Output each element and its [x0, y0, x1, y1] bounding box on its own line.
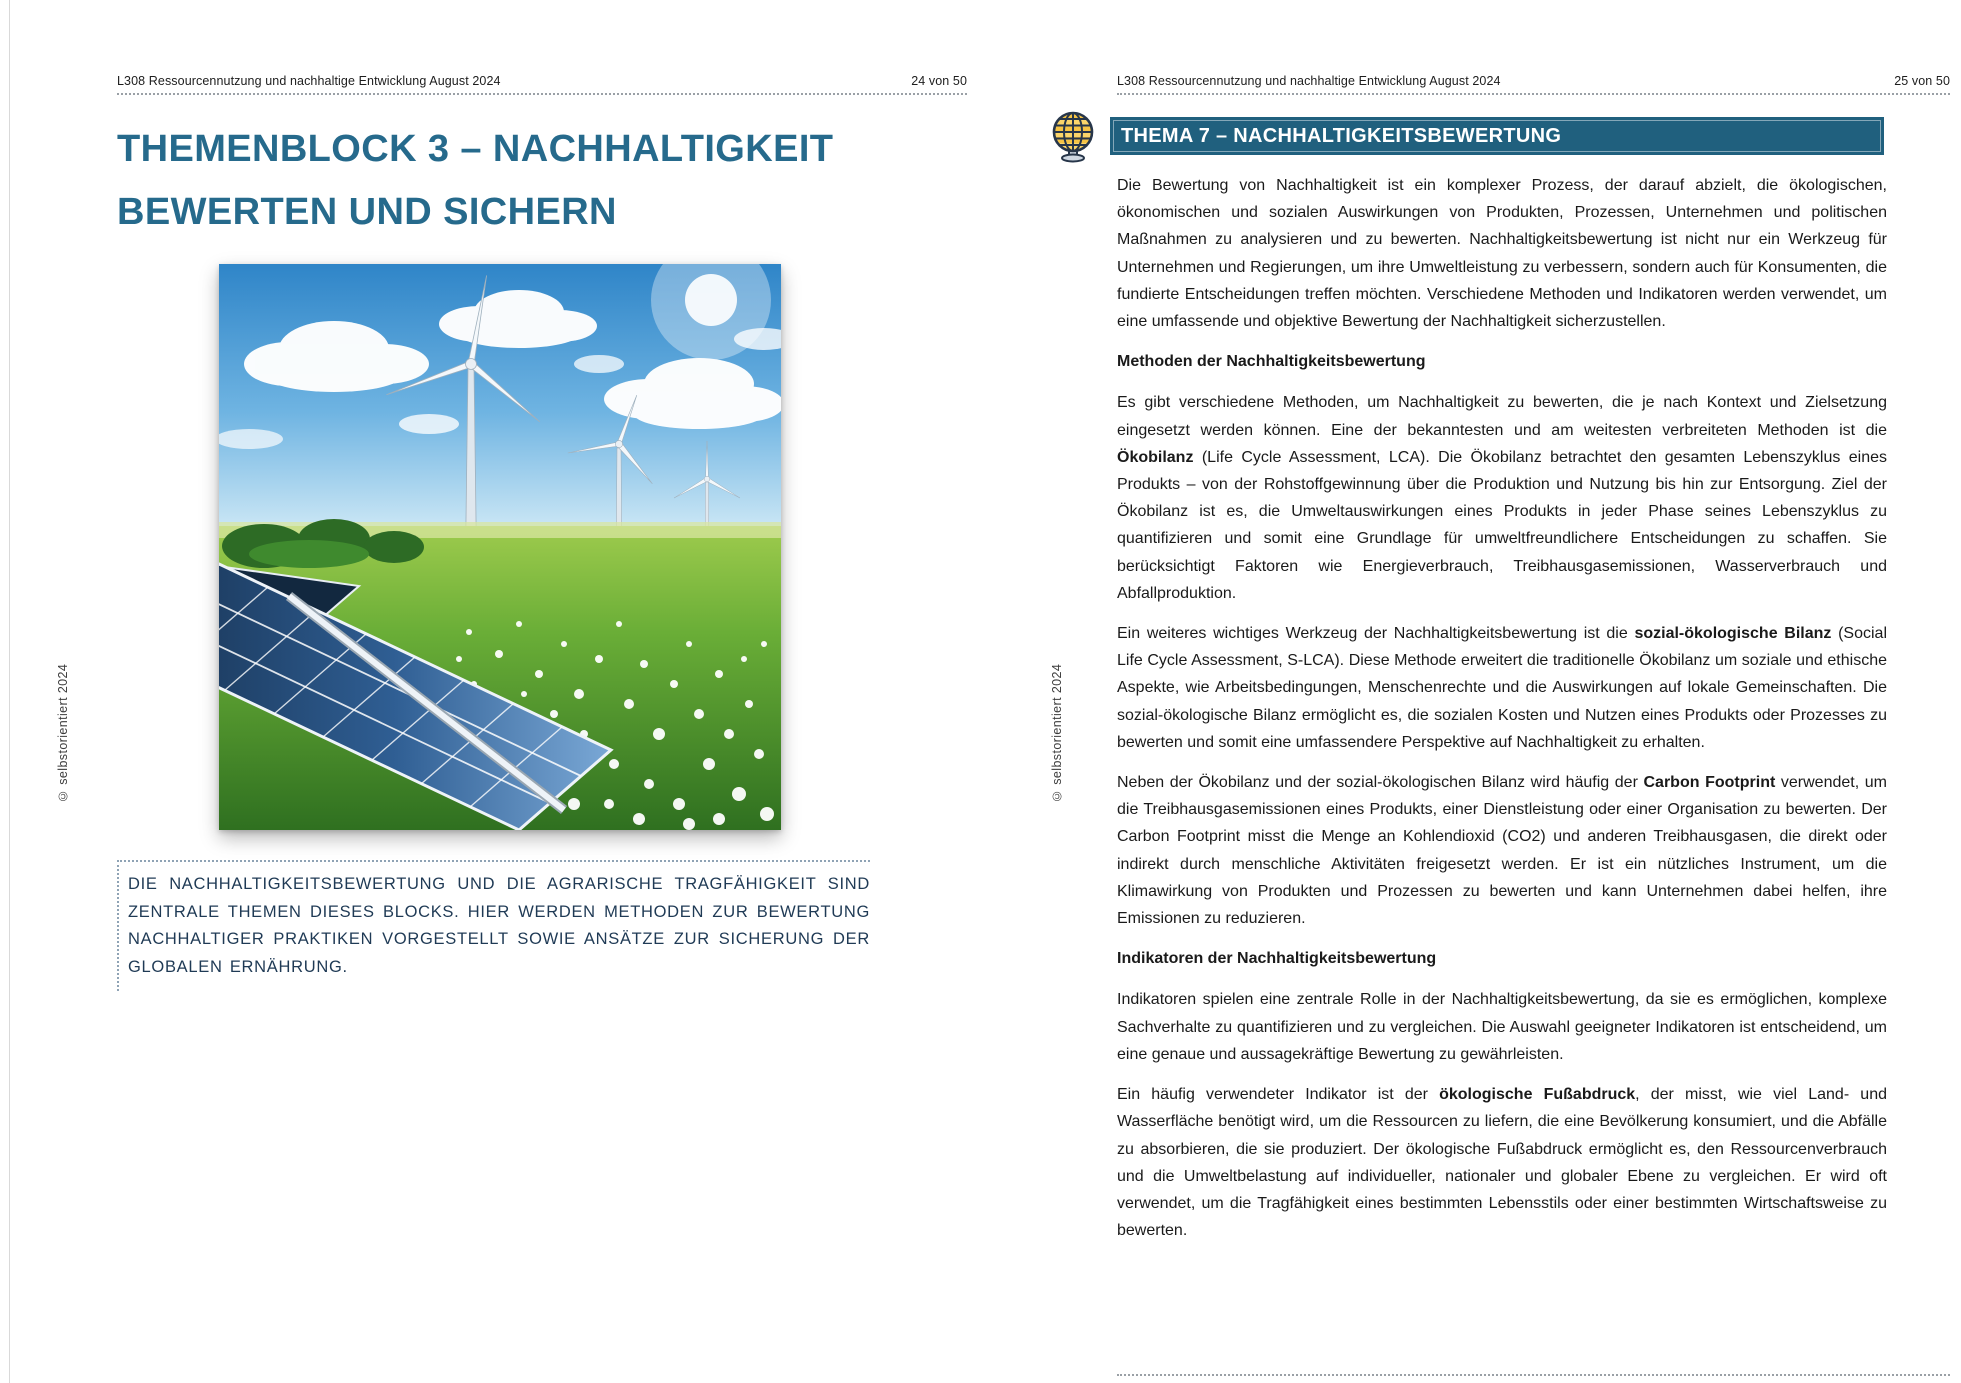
left-header-page-number: 24 von 50	[911, 74, 967, 88]
body-paragraph: Es gibt verschiedene Methoden, um Nachhaltigkeit zu bewerten, die je nach Kontext und Zielsetzung eingesetzt werden können. Eine der bekanntesten und am weitesten verbreiteten Methoden ist die Ökobilanz (Life Cycle Assessment, LCA). Die Ökobilanz betrachtet den gesamten Lebenszyklus eines Produkts – von der Rohstoffgewinnung über die Produktion und Nutzung bis hin zur Entsorgung. Ziel der Ökobilanz ist es, die Umweltauswirkungen eines Produkts in jeder Phase seines Lebenszyklus zu quantifizieren und somit eine Grundlage für umweltfreundlichere Entscheidungen zu schaffen. Sie berücksichtigt Faktoren wie Energieverbrauch, Treibhausgasemissionen, Wasserverbrauch und Abfallproduktion.	[1117, 394, 1887, 602]
sun	[685, 274, 737, 326]
left-page-callout: DIE NACHHALTIGKEITSBEWERTUNG UND DIE AGRARISCHE TRAGFÄHIGKEIT SIND ZENTRALE THEMEN DIESES BLOCKS. HIER WERDEN METHODEN ZUR BEWERTUNG NACHHALTIGER PRAKTIKEN VORGESTELLT SOWIE ANSÄTZE ZUR SICHERUNG DER GLOBALEN ERNÄHRUNG.	[117, 860, 870, 991]
left-page-header	[117, 64, 967, 95]
right-page-footer-line	[1117, 1374, 1950, 1376]
left-page-title-line1: THEMENBLOCK 3 – NACHHALTIGKEIT	[117, 128, 834, 170]
section-heading: Methoden der Nachhaltigkeitsbewertung	[1117, 353, 1426, 371]
right-page-body	[1117, 172, 1887, 1257]
hero-photo-illustration	[219, 264, 781, 830]
left-page-title-line2: BEWERTEN UND SICHERN	[117, 191, 617, 233]
copyright-left: © selbstorientiert 2024	[56, 663, 70, 803]
copyright-right: © selbstorientiert 2024	[1050, 663, 1064, 803]
section-title: THEMA 7 – NACHHALTIGKEITSBEWERTUNG	[1121, 124, 1562, 147]
right-header-page-number: 25 von 50	[1894, 74, 1950, 88]
body-paragraph: Ein weiteres wichtiges Werkzeug der Nachhaltigkeitsbewertung ist die sozial-ökologische Bilanz (Social Life Cycle Assessment, S-LCA). Diese Methode erweitert die traditionelle Ökobilanz um soziale und ethische Aspekte, wie Arbeitsbedingungen, Menschenrechte und die Auswirkungen auf lokale Gemeinschaften. Die sozial-ökologische Bilanz ermöglicht es, die sozialen Kosten und Nutzen eines Produkts oder Prozesses zu bewerten und somit eine umfassendere Perspektive auf Nachhaltigkeit zu erhalten.	[1117, 625, 1888, 751]
globe-icon	[1045, 106, 1103, 164]
left-header-doc-title: L308 Ressourcennutzung und nachhaltige Entwicklung August 2024	[117, 74, 501, 88]
page-edge-line	[9, 0, 10, 1383]
hero-photo	[219, 264, 781, 830]
section-title-bar	[1110, 117, 1884, 155]
left-page-title	[117, 118, 897, 244]
body-paragraph: Neben der Ökobilanz und der sozial-ökologischen Bilanz wird häufig der Carbon Footprint verwendet, um die Treibhausgasemissionen eines Produkts, einer Dienstleistung oder einer Organisation zu bewerten. Der Carbon Footprint misst die Menge an Kohlendioxid (CO2) und anderen Treibhausgasen, die direkt oder indirekt durch menschliche Aktivitäten freigesetzt werden. Er ist ein nützliches Instrument, um die Klimawirkung von Produkten und Prozessen zu bewerten und kann Unternehmen dabei helfen, ihre Emissionen zu reduzieren.	[1117, 774, 1887, 928]
body-paragraph: Ein häufig verwendeter Indikator ist der ökologische Fußabdruck, der misst, wie viel Land- und Wasserfläche benötigt wird, um die Ressourcen zu liefern, die eine Bevölkerung konsumiert, und die Abfälle zu absorbieren, die sie produziert. Der ökologische Fußabdruck ermöglicht es, den Ressourcenverbrauch und die Umweltbelastung auf individueller, nationaler und globaler Ebene zu vergleichen. Er wird oft verwendet, um die Tragfähigkeit eines bestimmten Lebensstils oder einer bestimmten Wirtschaftsweise zu bewerten.	[1117, 1086, 1887, 1240]
right-page-header	[1117, 64, 1950, 95]
section-heading: Indikatoren der Nachhaltigkeitsbewertung	[1117, 950, 1437, 968]
right-header-doc-title: L308 Ressourcennutzung und nachhaltige Entwicklung August 2024	[1117, 74, 1501, 88]
body-paragraph: Indikatoren spielen eine zentrale Rolle in der Nachhaltigkeitsbewertung, da sie es ermöglichen, komplexe Sachverhalte zu quantifizieren und zu vergleichen. Die Auswahl geeigneter Indikatoren ist entscheidend, um eine genaue und aussagekräftige Bewertung zu gewährleisten.	[1117, 991, 1887, 1063]
body-paragraph: Die Bewertung von Nachhaltigkeit ist ein komplexer Prozess, der darauf abzielt, die ökologischen, ökonomischen und sozialen Auswirkungen von Produkten, Prozessen, Unternehmen und politischen Maßnahmen zu analysieren und zu bewerten. Nachhaltigkeitsbewertung ist nicht nur ein Werkzeug für Unternehmen und Regierungen, um ihre Umweltleistung zu verbessern, sondern auch für Konsumenten, die fundierte Entscheidungen treffen möchten. Verschiedene Methoden und Indikatoren werden verwendet, um eine umfassende und objektive Bewertung der Nachhaltigkeit sicherzustellen.	[1117, 177, 1887, 331]
